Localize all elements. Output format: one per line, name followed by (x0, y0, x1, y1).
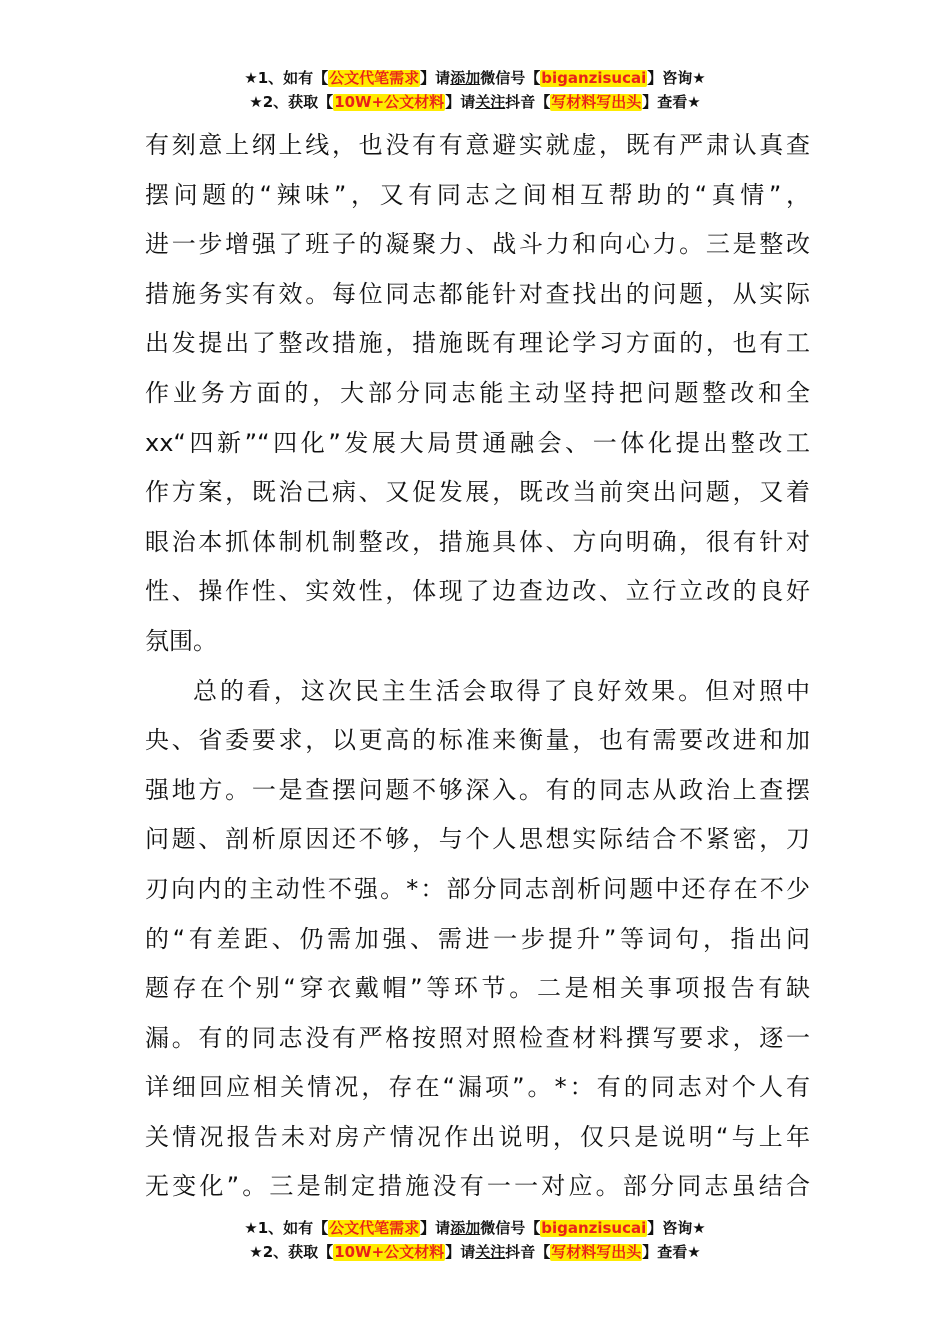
banner-text: ★1、如有【 (244, 1219, 329, 1237)
header-banner (0, 66, 950, 114)
highlight-douyin: 写材料写出头 (551, 1243, 642, 1261)
text-line: 漏。有的同志没有严格按照对照检查材料撰写要求，逐一 (145, 1023, 810, 1052)
banner-text: 微信号【 (480, 69, 541, 87)
text-line: 无变化”。三是制定措施没有一一对应。部分同志虽结合 (145, 1172, 810, 1201)
banner-text: ★2、获取【 (249, 93, 334, 111)
banner-text: 】请 (420, 1219, 451, 1237)
banner-text: 微信号【 (480, 1219, 541, 1237)
banner-line-1 (0, 1216, 950, 1240)
banner-text: 】请 (445, 93, 476, 111)
highlight-wechat-id: biganzisucai (541, 69, 647, 87)
text-line: 关情况报告未对房产情况作出说明，仅只是说明“与上年 (145, 1122, 810, 1151)
text-line: 强地方。一是查摆问题不够深入。有的同志从政治上查摆 (145, 775, 810, 804)
banner-text: 抖音【 (505, 93, 551, 111)
document-body (145, 121, 810, 1212)
text-line: 摆问题的“辣味”，又有同志之间相互帮助的“真情”， (145, 180, 810, 209)
banner-underline: 添加 (450, 1219, 481, 1237)
banner-text: 】咨询★ (647, 69, 706, 87)
banner-line-2 (0, 90, 950, 114)
text-line: 详细回应相关情况，存在“漏项”。*：有的同志对个人有 (145, 1073, 810, 1102)
text-line: 央、省委要求，以更高的标准来衡量，也有需要改进和加 (145, 726, 810, 755)
banner-line-1 (0, 66, 950, 90)
text-line: 性、操作性、实效性，体现了边查边改、立行立改的良好 (145, 577, 810, 606)
banner-text: 】请 (445, 1243, 476, 1261)
text-line: 作方案，既治己病、又促发展，既改当前突出问题，又着 (145, 478, 810, 507)
text-line: 措施务实有效。每位同志都能针对查找出的问题，从实际 (145, 279, 810, 308)
text-line: 的“有差距、仍需加强、需进一步提升”等词句，指出问 (145, 924, 810, 953)
banner-underline: 关注 (475, 93, 506, 111)
text-line: 题存在个别“穿衣戴帽”等环节。二是相关事项报告有缺 (145, 974, 810, 1003)
text-line: 问题、剖析原因还不够，与个人思想实际结合不紧密，刀 (145, 825, 810, 854)
banner-underline: 添加 (450, 69, 481, 87)
highlight-service: 公文代笔需求 (329, 69, 420, 87)
banner-underline: 关注 (475, 1243, 506, 1261)
paragraph-first-line: 总的看，这次民主生活会取得了良好效果。但对照中 (193, 676, 810, 705)
text-line: xx“四新”“四化”发展大局贯通融会、一体化提出整改工 (145, 428, 810, 457)
text-line: 出发提出了整改措施，措施既有理论学习方面的，也有工 (145, 329, 810, 358)
footer-banner (0, 1216, 950, 1264)
banner-text: 】查看★ (642, 93, 701, 111)
banner-text: ★1、如有【 (244, 69, 329, 87)
text-line: 作业务方面的，大部分同志能主动坚持把问题整改和全 (145, 378, 810, 407)
banner-text: 】请 (420, 69, 451, 87)
highlight-wechat-id: biganzisucai (541, 1219, 647, 1237)
highlight-materials: 10W+公文材料 (334, 93, 445, 111)
text-line: 眼治本抓体制机制整改，措施具体、方向明确，很有针对 (145, 527, 810, 556)
text-line: 刃向内的主动性不强。*：部分同志剖析问题中还存在不少 (145, 874, 810, 903)
banner-text: 抖音【 (505, 1243, 551, 1261)
text-line: 有刻意上纲上线，也没有有意避实就虚，既有严肃认真查 (145, 131, 810, 159)
banner-text: 】咨询★ (647, 1219, 706, 1237)
banner-line-2 (0, 1240, 950, 1264)
paragraph-end-line: 氛围。 (145, 626, 217, 655)
highlight-materials: 10W+公文材料 (334, 1243, 445, 1261)
banner-text: 】查看★ (642, 1243, 701, 1261)
text-line: 进一步增强了班子的凝聚力、战斗力和向心力。三是整改 (145, 230, 810, 259)
banner-text: ★2、获取【 (249, 1243, 334, 1261)
highlight-douyin: 写材料写出头 (551, 93, 642, 111)
highlight-service: 公文代笔需求 (329, 1219, 420, 1237)
